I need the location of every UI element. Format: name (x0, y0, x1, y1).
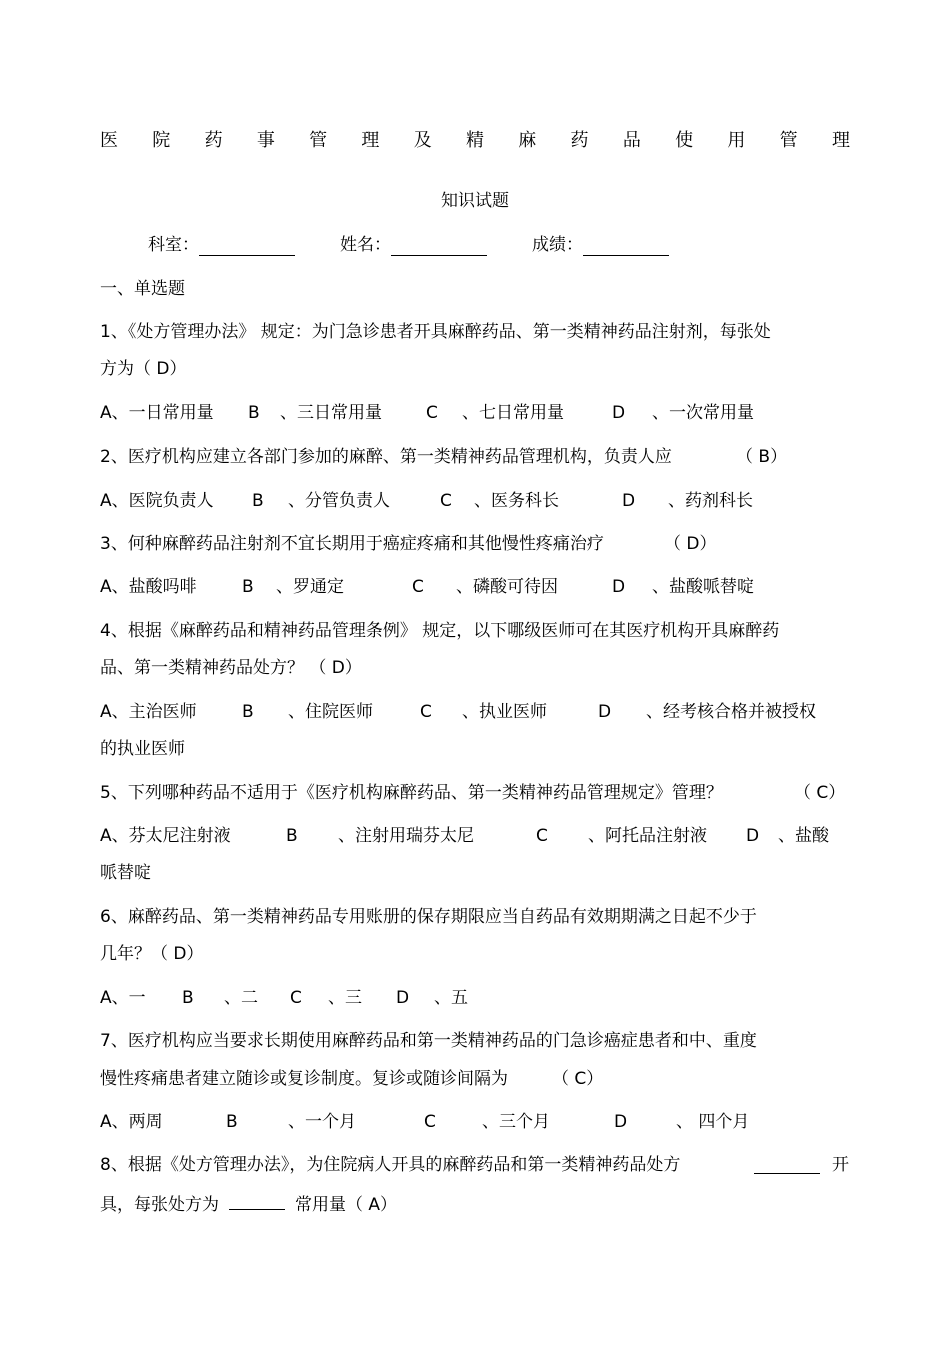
title-char: 管 (779, 130, 798, 151)
option-c-letter: C (440, 491, 452, 511)
document-subtitle: 知识试题 (441, 191, 509, 211)
question-8-text-c: 常用量（ A） (295, 1195, 398, 1215)
title-char: 理 (361, 130, 380, 151)
name-field[interactable] (340, 234, 487, 256)
question-8-text-end: 开 (832, 1155, 849, 1175)
option-d-letter: D (612, 577, 626, 597)
title-char: 理 (831, 130, 850, 151)
title-char: 麻 (518, 130, 537, 151)
option-d-letter: D (614, 1112, 628, 1132)
option-b-letter: B (182, 988, 194, 1008)
department-field[interactable] (148, 234, 295, 256)
option-d-letter: D (598, 702, 612, 722)
option-b: 、三日常用量 (280, 403, 382, 423)
option-a: A、一 (100, 988, 146, 1008)
option-b-letter: B (242, 577, 254, 597)
option-b-letter: B (242, 702, 254, 722)
option-b-letter: B (248, 403, 260, 423)
question-4-text-cont: 品、第一类精神药品处方？ （ D） (100, 658, 362, 678)
option-c: 、三 (328, 988, 362, 1008)
title-char: 品 (622, 130, 641, 151)
question-5-answer: （ C） (794, 783, 846, 803)
option-d: 、药剂科长 (668, 491, 753, 511)
question-7-text: 7、医疗机构应当要求长期使用麻醉药品和第一类精神药品的门急诊癌症患者和中、重度 (100, 1031, 757, 1051)
option-c-letter: C (412, 577, 424, 597)
option-a: A、盐酸吗啡 (100, 577, 197, 597)
option-d-letter: D (622, 491, 636, 511)
option-b: 、分管负责人 (288, 491, 390, 511)
question-8-text (100, 1154, 680, 1176)
question-2-text: 2、医疗机构应建立各部门参加的麻醉、第一类精神药品管理机构，负责人应 (100, 447, 672, 467)
section-heading: 一、单选题 (100, 279, 185, 299)
option-b-letter: B (226, 1112, 238, 1132)
title-char: 医 (100, 130, 118, 151)
option-c: 、医务科长 (474, 491, 559, 511)
question-8-blank-1[interactable] (754, 1155, 820, 1174)
option-d: 、盐酸 (778, 826, 829, 846)
question-4-text: 4、根据《麻醉药品和精神药品管理条例》 规定，以下哪级医师可在其医疗机构开具麻醉药 (100, 621, 780, 641)
question-1-text: 1、《处方管理办法》 规定：为门急诊患者开具麻醉药品、第一类精神药品注射剂，每张处 (100, 322, 771, 342)
question-5-option-wrap: 哌替啶 (100, 863, 151, 883)
option-d: 、 四个月 (676, 1112, 750, 1132)
option-a: A、一日常用量 (100, 403, 214, 423)
option-a: A、医院负责人 (100, 491, 214, 511)
option-d: 、一次常用量 (652, 403, 754, 423)
title-char: 使 (675, 130, 694, 151)
option-c: 、七日常用量 (462, 403, 564, 423)
option-c-letter: C (426, 403, 438, 423)
title-char: 院 (152, 130, 171, 151)
score-field[interactable] (532, 234, 669, 256)
option-a: A、两周 (100, 1112, 163, 1132)
option-b: 、二 (224, 988, 258, 1008)
department-label: 科室： (148, 235, 199, 255)
title-char: 事 (256, 130, 275, 151)
option-c: 、阿托品注射液 (588, 826, 707, 846)
option-d: 、五 (434, 988, 468, 1008)
question-4-option-wrap: 的执业医师 (100, 739, 185, 759)
question-3-answer: （ D） (664, 534, 717, 554)
question-7-answer: （ C） (552, 1069, 604, 1089)
document-title (100, 130, 850, 152)
option-c-letter: C (420, 702, 432, 722)
option-b: 、罗通定 (276, 577, 344, 597)
option-c: 、执业医师 (462, 702, 547, 722)
option-d-letter: D (746, 826, 760, 846)
option-c-letter: C (424, 1112, 436, 1132)
question-3-text: 3、何种麻醉药品注射剂不宜长期用于癌症疼痛和其他慢性疼痛治疗 (100, 534, 604, 554)
question-8-text-b: 具，每张处方为 (100, 1195, 219, 1215)
title-char: 精 (465, 130, 484, 151)
option-b-letter: B (286, 826, 298, 846)
option-d: 、经考核合格并被授权 (646, 702, 816, 722)
option-b: 、住院医师 (288, 702, 373, 722)
title-char: 及 (413, 130, 432, 151)
name-blank[interactable] (391, 235, 487, 256)
option-b-letter: B (252, 491, 264, 511)
question-8-blank-2[interactable] (229, 1191, 285, 1210)
question-6-text: 6、麻醉药品、第一类精神药品专用账册的保存期限应当自药品有效期期满之日起不少于 (100, 907, 757, 927)
question-6-text-cont: 几年？（ D） (100, 944, 204, 964)
title-char: 药 (204, 130, 223, 151)
score-blank[interactable] (583, 235, 669, 256)
option-a: A、主治医师 (100, 702, 197, 722)
question-8-text-cont (100, 1191, 397, 1216)
question-2-answer: （ B） (736, 447, 788, 467)
option-c-letter: C (536, 826, 548, 846)
option-c: 、磷酸可待因 (456, 577, 558, 597)
option-c-letter: C (290, 988, 302, 1008)
title-char: 管 (309, 130, 328, 151)
option-a: A、芬太尼注射液 (100, 826, 231, 846)
name-label: 姓名： (340, 235, 391, 255)
option-d-letter: D (396, 988, 410, 1008)
question-8-text-a: 8、根据《处方管理办法》，为住院病人开具的麻醉药品和第一类精神药品处方 (100, 1155, 681, 1175)
option-c: 、三个月 (482, 1112, 550, 1132)
question-5-text: 5、下列哪种药品不适用于《医疗机构麻醉药品、第一类精神药品管理规定》管理？ (100, 783, 723, 803)
option-d-letter: D (612, 403, 626, 423)
department-blank[interactable] (199, 235, 295, 256)
score-label: 成绩： (532, 235, 583, 255)
option-b: 、注射用瑞芬太尼 (338, 826, 474, 846)
title-char: 用 (727, 130, 746, 151)
question-1-text-cont: 方为（ D） (100, 359, 187, 379)
option-d: 、盐酸哌替啶 (652, 577, 754, 597)
question-7-text-cont: 慢性疼痛患者建立随诊或复诊制度。复诊或随诊间隔为 (100, 1069, 508, 1089)
option-b: 、一个月 (288, 1112, 356, 1132)
title-char: 药 (570, 130, 589, 151)
